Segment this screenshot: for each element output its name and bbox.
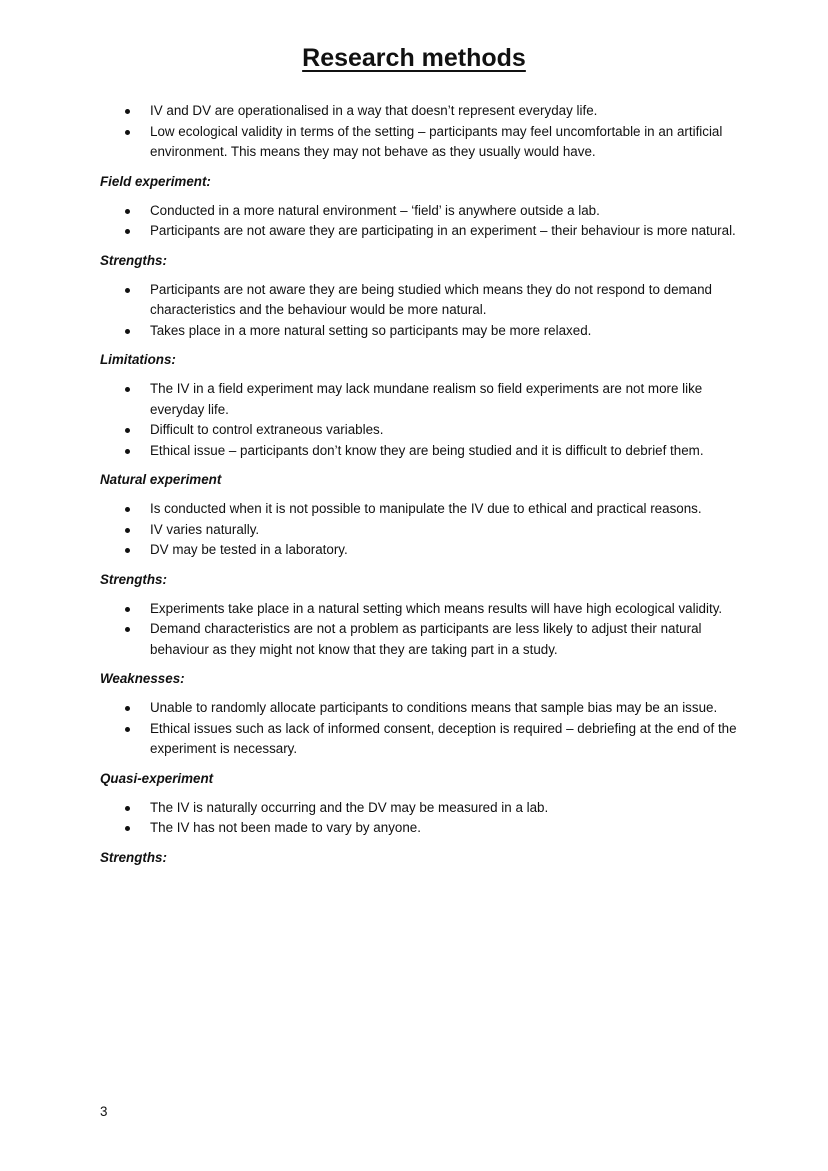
bullet-list [100,599,740,661]
section-field-strengths [100,251,740,342]
section-heading: Strengths: [100,849,167,865]
section-quasi-experiment [100,769,740,839]
section-natural-experiment [100,470,740,561]
bullet-list [100,201,740,242]
section-heading: Limitations: [100,352,176,367]
intro-list [100,101,740,163]
section-quasi-strengths [100,848,740,868]
list-item: Experiments take place in a natural setting which means results will have high ecological validity. [100,599,740,620]
document-body [100,101,740,877]
page-number: 3 [100,1104,108,1119]
list-item: Low ecological validity in terms of the setting – participants may feel uncomfortable in an artificial environment. This means they may not behave as they usually would have. [100,122,740,163]
list-item: DV may be tested in a laboratory. [100,540,740,561]
bullet-list [100,499,740,561]
list-item: Ethical issue – participants don’t know they are being studied and it is difficult to debrief them. [100,441,740,462]
section-field-experiment [100,172,740,242]
list-item: Is conducted when it is not possible to manipulate the IV due to ethical and practical reasons. [100,499,740,520]
list-item: Participants are not aware they are participating in an experiment – their behaviour is more natural. [100,221,740,242]
section-heading: Strengths: [100,252,167,268]
bullet-list [100,280,740,342]
section-natural-strengths [100,570,740,661]
list-item: Conducted in a more natural environment – ‘field’ is anywhere outside a lab. [100,201,740,222]
bullet-list [100,698,740,760]
section-natural-weaknesses [100,669,740,760]
section-heading: Quasi-experiment [100,770,214,786]
list-item: IV varies naturally. [100,520,740,541]
list-item: Ethical issues such as lack of informed consent, deception is required – debriefing at the end of the experiment is necessary. [100,719,740,760]
list-item: The IV in a field experiment may lack mundane realism so field experiments are not more like everyday life. [100,379,740,420]
page-title: Research methods [302,44,526,72]
list-item: IV and DV are operationalised in a way that doesn’t represent everyday life. [100,101,740,122]
list-item: Unable to randomly allocate participants to conditions means that sample bias may be an issue. [100,698,740,719]
list-item: Difficult to control extraneous variables. [100,420,740,441]
bullet-list [100,379,740,461]
list-item: Demand characteristics are not a problem as participants are less likely to adjust their natural behaviour as they might not know that they are taking part in a study. [100,619,740,660]
list-item: The IV is naturally occurring and the DV may be measured in a lab. [100,798,740,819]
section-field-limitations [100,350,740,461]
section-heading: Field experiment: [100,173,211,189]
section-heading: Weaknesses: [100,671,185,686]
section-heading: Natural experiment [100,472,222,487]
list-item: Takes place in a more natural setting so participants may be more relaxed. [100,321,740,342]
list-item: Participants are not aware they are being studied which means they do not respond to demand characteristics and the behaviour would be more natural. [100,280,740,321]
list-item: The IV has not been made to vary by anyone. [100,818,740,839]
bullet-list [100,798,740,839]
section-heading: Strengths: [100,571,167,587]
